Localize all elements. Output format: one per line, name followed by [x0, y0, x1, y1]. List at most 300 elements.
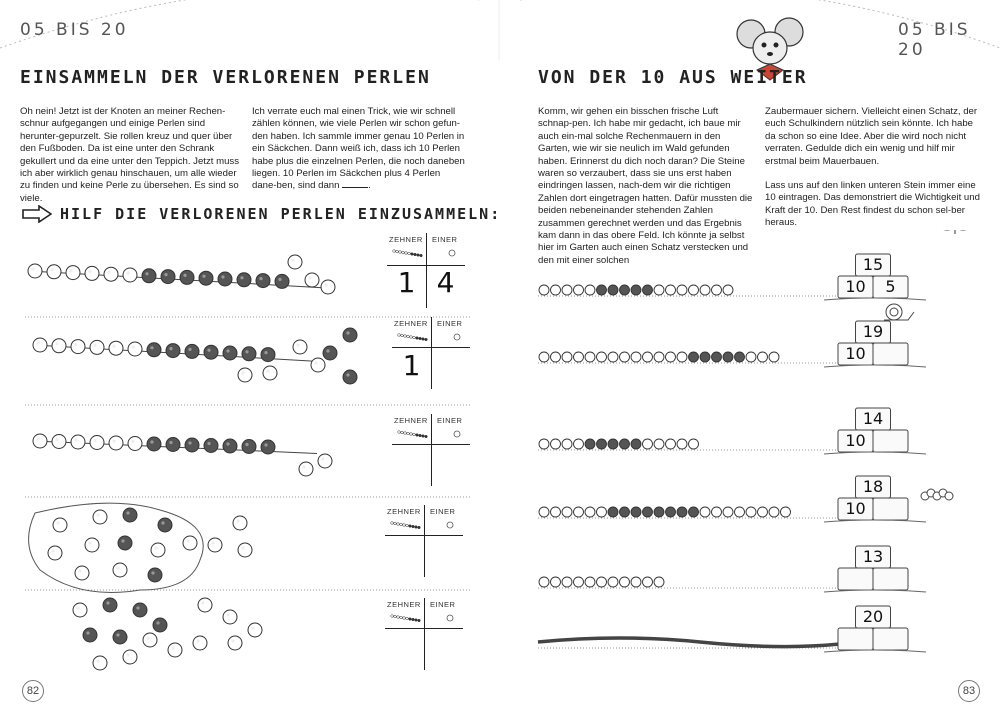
bead-highlight	[156, 621, 159, 624]
bead-light	[689, 285, 699, 295]
bead-highlight	[259, 277, 262, 280]
bead-dark	[689, 507, 699, 517]
bead-highlight	[245, 350, 248, 353]
bead-dark	[147, 437, 161, 451]
bead-light	[654, 577, 664, 587]
bead-light	[539, 577, 549, 587]
bead-highlight	[126, 511, 129, 514]
place-value-table	[385, 598, 463, 670]
bead-light	[551, 439, 561, 449]
single-bead-icon	[451, 331, 463, 343]
bead-highlight	[74, 438, 77, 441]
bead-light	[73, 603, 87, 617]
bead-light	[700, 507, 710, 517]
bead-dark	[103, 598, 117, 612]
stick-icon	[538, 638, 840, 647]
left-intro-col2-end: .	[368, 180, 371, 192]
bead-highlight	[116, 633, 119, 636]
bead-light	[33, 338, 47, 352]
zehner-header: ZEHNER	[394, 416, 428, 425]
bead-light	[654, 352, 664, 362]
bead-light	[168, 643, 182, 657]
bead-light	[700, 285, 710, 295]
place-value-table	[392, 414, 470, 486]
bead-dark	[631, 507, 641, 517]
bead-highlight	[107, 271, 110, 274]
bead-light	[585, 285, 595, 295]
bead-highlight	[131, 345, 134, 348]
bead-light	[305, 273, 319, 287]
bead-light	[293, 340, 307, 354]
bead-light	[318, 454, 332, 468]
bead-highlight	[201, 601, 204, 604]
bead-highlight	[346, 331, 349, 334]
bead-light	[608, 352, 618, 362]
bead-highlight	[207, 349, 210, 352]
bead-light	[311, 358, 325, 372]
bead-light	[574, 577, 584, 587]
bead-highlight	[88, 270, 91, 273]
bead-highlight	[251, 626, 254, 629]
bead-light	[288, 255, 302, 269]
bead-light	[585, 352, 595, 362]
bead-light	[631, 352, 641, 362]
bead-light	[562, 507, 572, 517]
bead-light	[248, 623, 262, 637]
bead-light	[299, 462, 313, 476]
wall-left-value: 10	[845, 499, 866, 518]
bead-highlight	[121, 539, 124, 542]
bead-light	[597, 507, 607, 517]
bead-dark	[723, 352, 733, 362]
task-line	[22, 205, 501, 223]
bead-highlight	[196, 639, 199, 642]
bead-light	[123, 650, 137, 664]
bead-dark	[620, 285, 630, 295]
bead-dark	[712, 352, 722, 362]
bead-highlight	[56, 521, 59, 524]
zehner-header: ZEHNER	[387, 507, 421, 516]
bead-light	[562, 577, 572, 587]
einer-header: EINER	[430, 600, 456, 609]
bead-highlight	[236, 519, 239, 522]
bead-dark	[608, 285, 618, 295]
bead-dark	[166, 438, 180, 452]
bead-highlight	[55, 438, 58, 441]
bead-light	[723, 285, 733, 295]
bead-light	[208, 538, 222, 552]
bead-highlight	[164, 273, 167, 276]
bead-dark	[689, 352, 699, 362]
bead-light	[93, 510, 107, 524]
bead-highlight	[86, 631, 89, 634]
bead-dark	[118, 536, 132, 550]
bead-highlight	[106, 601, 109, 604]
bead-highlight	[74, 343, 77, 346]
zehner-header: ZEHNER	[387, 600, 421, 609]
bead-highlight	[291, 258, 294, 261]
right-intro-col2-p1: Zaubermauer sichern. Vielleicht einen Schatz, der euch Schulkindern nützlich sein könnte. Ich habe da schon so eine Idee. Aber die wird noch nicht verraten. Gedulde dich ein wenig und hilf mir erstmal beim Mauerbauen.	[765, 106, 978, 167]
wall-right-value: 5	[885, 277, 896, 296]
butterfly-icon	[937, 230, 973, 234]
bead-highlight	[93, 439, 96, 442]
bead-highlight	[321, 457, 324, 460]
bead-string-icon	[391, 247, 423, 261]
answer-blank[interactable]	[342, 187, 368, 188]
bead-light	[90, 340, 104, 354]
bead-highlight	[207, 442, 210, 445]
bead-highlight	[296, 343, 299, 346]
bead-light	[551, 352, 561, 362]
bead-light	[128, 437, 142, 451]
bead-light	[551, 507, 561, 517]
right-intro-col1: Komm, wir gehen ein bisschen frische Luft schnap-pen. Ich habe mir gedacht, ich baue mir auch ein-mal solche Rechenmauern in den Garten, wie wir sie neulich im Wald gefunden haben. Erinnerst du dich noch daran? Die Steine waren so verzaubert, dass sie uns erst haben eindringen lassen, nach-dem wir die richtigen Zahlen dort eingetragen hatten. Dafür mussten die beiden nebeneinander stehenden Zahlen zusammen gerechnet werden und das Ergebnis kam dann in das obere Feld. Ich könnte ja selbst hier im Garten auch einen Schatz verstecken und den mit einer solchen	[538, 106, 753, 266]
place-value-table	[392, 317, 470, 389]
wall-left-value: 10	[845, 431, 866, 450]
bead-highlight	[226, 613, 229, 616]
bead-light	[643, 439, 653, 449]
bead-light	[66, 266, 80, 280]
bead-highlight	[266, 369, 269, 372]
bead-light	[539, 285, 549, 295]
bead-light	[238, 543, 252, 557]
bead-light	[71, 340, 85, 354]
bead-dark	[597, 439, 607, 449]
wall-top-value: 19	[862, 322, 884, 341]
bead-light	[769, 507, 779, 517]
zehner-header: ZEHNER	[389, 235, 423, 244]
bead-light	[723, 507, 733, 517]
bead-highlight	[151, 571, 154, 574]
wall-left-value: 10	[845, 344, 866, 363]
wall-left-stone[interactable]	[838, 628, 873, 650]
bead-dark	[666, 507, 676, 517]
zehner-cell[interactable]: 1	[397, 266, 416, 299]
wall-top-value: 18	[862, 477, 884, 496]
wall-right-stone[interactable]	[873, 430, 908, 452]
bead-light	[585, 507, 595, 517]
bead-highlight	[241, 371, 244, 374]
bead-highlight	[188, 441, 191, 444]
right-intro-col2	[765, 106, 980, 242]
bead-highlight	[211, 541, 214, 544]
bead-highlight	[69, 269, 72, 272]
bead-light	[151, 543, 165, 557]
bead-highlight	[226, 442, 229, 445]
bead-light	[620, 352, 630, 362]
bead-light	[539, 352, 549, 362]
bead-light	[113, 563, 127, 577]
right-intro-col2-p2: Lass uns auf den linken unteren Stein immer eine 10 eintragen. Das demonstriert die Wichtigkeit und Kraft der 10. Den Rest findest du schon sel-ber heraus.	[765, 180, 980, 229]
bead-highlight	[324, 283, 327, 286]
bead-light	[28, 264, 42, 278]
bead-dark	[153, 618, 167, 632]
bead-highlight	[88, 541, 91, 544]
bead-highlight	[264, 351, 267, 354]
bead-light	[562, 439, 572, 449]
bead-light	[643, 577, 653, 587]
bead-light	[85, 538, 99, 552]
bead-light	[781, 507, 791, 517]
bead-dark	[631, 285, 641, 295]
bead-light	[193, 636, 207, 650]
bead-light	[746, 507, 756, 517]
bead-highlight	[240, 276, 243, 279]
bead-light	[128, 342, 142, 356]
bead-light	[183, 536, 197, 550]
bead-dark	[597, 285, 607, 295]
einer-header: EINER	[437, 416, 463, 425]
bead-light	[735, 507, 745, 517]
bead-highlight	[150, 346, 153, 349]
bead-dark	[180, 270, 194, 284]
bead-dark	[147, 343, 161, 357]
bead-light	[574, 285, 584, 295]
bead-light	[666, 285, 676, 295]
wall-right-stone[interactable]	[873, 568, 908, 590]
bead-highlight	[78, 569, 81, 572]
bead-highlight	[314, 361, 317, 364]
bead-light	[666, 352, 676, 362]
bead-light	[198, 598, 212, 612]
bead-light	[712, 507, 722, 517]
bead-highlight	[36, 437, 39, 440]
bead-dark	[261, 348, 275, 362]
bead-highlight	[96, 513, 99, 516]
bead-light	[123, 268, 137, 282]
bead-light	[52, 435, 66, 449]
bead-dark	[700, 352, 710, 362]
wall-left-stone[interactable]	[838, 568, 873, 590]
einer-header: EINER	[430, 507, 456, 516]
bead-light	[677, 285, 687, 295]
bead-dark	[654, 507, 664, 517]
bead-light	[33, 434, 47, 448]
bead-light	[551, 285, 561, 295]
bead-light	[75, 566, 89, 580]
bead-highlight	[241, 546, 244, 549]
bead-dark	[677, 507, 687, 517]
bead-light	[689, 439, 699, 449]
bead-light	[53, 518, 67, 532]
wall-top-value: 20	[862, 607, 884, 626]
bead-highlight	[145, 272, 148, 275]
bead-highlight	[231, 639, 234, 642]
caterpillar-icon	[921, 489, 953, 500]
bead-string-icon	[389, 612, 421, 626]
bead-dark	[608, 439, 618, 449]
bead-dark	[223, 439, 237, 453]
bead-light	[643, 352, 653, 362]
bead-highlight	[245, 443, 248, 446]
bead-highlight	[112, 345, 115, 348]
bead-dark	[142, 269, 156, 283]
einer-header: EINER	[437, 319, 463, 328]
bead-highlight	[302, 465, 305, 468]
bead-highlight	[154, 546, 157, 549]
bead-string-icon	[389, 519, 421, 533]
bead-light	[539, 439, 549, 449]
bead-light	[539, 507, 549, 517]
bead-light	[574, 439, 584, 449]
bead-light	[666, 439, 676, 449]
bead-highlight	[96, 659, 99, 662]
bead-highlight	[112, 439, 115, 442]
zehner-cell[interactable]: 1	[402, 348, 421, 382]
einer-cell[interactable]: 4	[436, 266, 455, 299]
bead-highlight	[326, 349, 329, 352]
wall-left-value: 10	[845, 277, 866, 296]
single-bead-icon	[451, 428, 463, 440]
bead-light	[551, 577, 561, 587]
bead-light	[48, 546, 62, 560]
bead-light	[93, 656, 107, 670]
bead-light	[654, 285, 664, 295]
bead-dark	[275, 274, 289, 288]
header-arcs	[0, 0, 1000, 60]
bead-dark	[343, 370, 357, 384]
bead-dark	[735, 352, 745, 362]
bead-dark	[185, 344, 199, 358]
arrow-right-icon	[22, 205, 52, 223]
bead-light	[263, 366, 277, 380]
bead-highlight	[76, 606, 79, 609]
bead-dark	[261, 440, 275, 454]
bead-highlight	[188, 348, 191, 351]
bead-light	[758, 507, 768, 517]
wall-right-stone[interactable]	[873, 628, 908, 650]
right-page-title: VON DER 10 AUS WEITER	[538, 67, 808, 88]
wall-right-stone[interactable]	[873, 498, 908, 520]
bead-light	[47, 265, 61, 279]
bead-light	[597, 352, 607, 362]
bead-light	[597, 577, 607, 587]
bead-highlight	[278, 278, 281, 281]
bead-highlight	[221, 275, 224, 278]
bead-string-icon	[396, 428, 428, 442]
bead-highlight	[131, 440, 134, 443]
bead-light	[574, 352, 584, 362]
task-instruction: HILF DIE VERLORENEN PERLEN EINZUSAMMELN:	[60, 205, 502, 223]
bead-highlight	[126, 653, 129, 656]
bead-highlight	[150, 440, 153, 443]
bead-highlight	[202, 275, 205, 278]
bead-dark	[242, 440, 256, 454]
bead-dark	[242, 347, 256, 361]
bead-light	[677, 439, 687, 449]
bead-dark	[631, 439, 641, 449]
bead-dark	[343, 328, 357, 342]
bead-dark	[83, 628, 97, 642]
single-bead-icon	[444, 519, 456, 531]
bead-light	[85, 266, 99, 280]
bead-highlight	[183, 274, 186, 277]
bead-dark	[643, 507, 653, 517]
bead-light	[608, 577, 618, 587]
bead-light	[631, 577, 641, 587]
bead-dark	[199, 271, 213, 285]
bead-light	[104, 267, 118, 281]
wall-right-stone[interactable]	[873, 343, 908, 365]
bead-highlight	[146, 636, 149, 639]
bead-highlight	[264, 443, 267, 446]
bead-dark	[204, 439, 218, 453]
bead-dark	[161, 270, 175, 284]
wall-top-value: 15	[862, 255, 884, 274]
bead-dark	[620, 507, 630, 517]
bead-light	[769, 352, 779, 362]
bead-highlight	[161, 521, 164, 524]
bead-dark	[133, 603, 147, 617]
bead-highlight	[55, 342, 58, 345]
snail-icon	[884, 304, 914, 320]
bead-light	[143, 633, 157, 647]
single-bead-icon	[444, 612, 456, 624]
bead-highlight	[171, 646, 174, 649]
bead-dark	[323, 346, 337, 360]
zehner-header: ZEHNER	[394, 319, 428, 328]
bead-light	[574, 507, 584, 517]
bead-light	[52, 339, 66, 353]
page-number-right: 83	[958, 680, 980, 702]
bead-dark	[148, 568, 162, 582]
bead-light	[228, 636, 242, 650]
bead-light	[223, 610, 237, 624]
bead-highlight	[308, 276, 311, 279]
single-bead-icon	[446, 247, 458, 259]
bead-dark	[608, 507, 618, 517]
left-page-title: EINSAMMELN DER VERLORENEN PERLEN	[20, 67, 431, 88]
bead-dark	[204, 345, 218, 359]
bead-highlight	[36, 341, 39, 344]
bead-dark	[113, 630, 127, 644]
bead-dark	[256, 274, 270, 288]
bead-dark	[237, 273, 251, 287]
bead-dark	[185, 438, 199, 452]
bead-light	[109, 436, 123, 450]
bead-light	[562, 285, 572, 295]
bead-highlight	[93, 344, 96, 347]
left-intro-col1: Oh nein! Jetzt ist der Knoten an meiner Rechen-schnur aufgegangen und einige Perlen sind herunter-gepurzelt. Sie rollen kreuz und quer über den Fußboden. Da ist eine unter den Schrank gekullert und da eine unter den Teppich. Jetzt muss ich aber wirklich genau hinschauen, um alle wieder zu finden und keine Perle zu übersehen. Es sind so viele.	[20, 106, 240, 204]
bead-light	[758, 352, 768, 362]
bead-highlight	[226, 349, 229, 352]
bead-light	[654, 439, 664, 449]
bead-light	[233, 516, 247, 530]
wall-top-value: 14	[862, 409, 884, 428]
bead-light	[620, 577, 630, 587]
einer-header: EINER	[432, 235, 458, 244]
left-intro-col2	[252, 106, 467, 193]
bead-highlight	[50, 268, 53, 271]
header-range-left: 05 BIS 20	[20, 20, 129, 40]
header-range-right: 05 BIS 20	[898, 20, 971, 60]
bead-light	[321, 280, 335, 294]
bead-highlight	[51, 549, 54, 552]
bead-highlight	[136, 606, 139, 609]
bead-highlight	[186, 539, 189, 542]
bead-light	[746, 352, 756, 362]
bead-highlight	[126, 271, 129, 274]
bead-dark	[223, 346, 237, 360]
bead-highlight	[346, 373, 349, 376]
bead-highlight	[31, 267, 34, 270]
bead-highlight	[169, 441, 172, 444]
rechenmauer-exercises	[520, 230, 990, 670]
left-intro-col2-text: Ich verrate euch mal einen Trick, wie wir schnell zählen können, wie viele Perlen wir schon gefun-den haben. Ich sammle immer genau 10 Perlen in ein Säckchen. Dann weiß ich, dass ich 10 Perlen habe plus die einzelnen Perlen, die noch daneben liegen. 10 Perlen im Säckchen plus 4 Perlen dane-ben, sind dann	[252, 106, 465, 192]
bead-dark	[123, 508, 137, 522]
bead-light	[712, 285, 722, 295]
bead-string-icon	[396, 331, 428, 345]
